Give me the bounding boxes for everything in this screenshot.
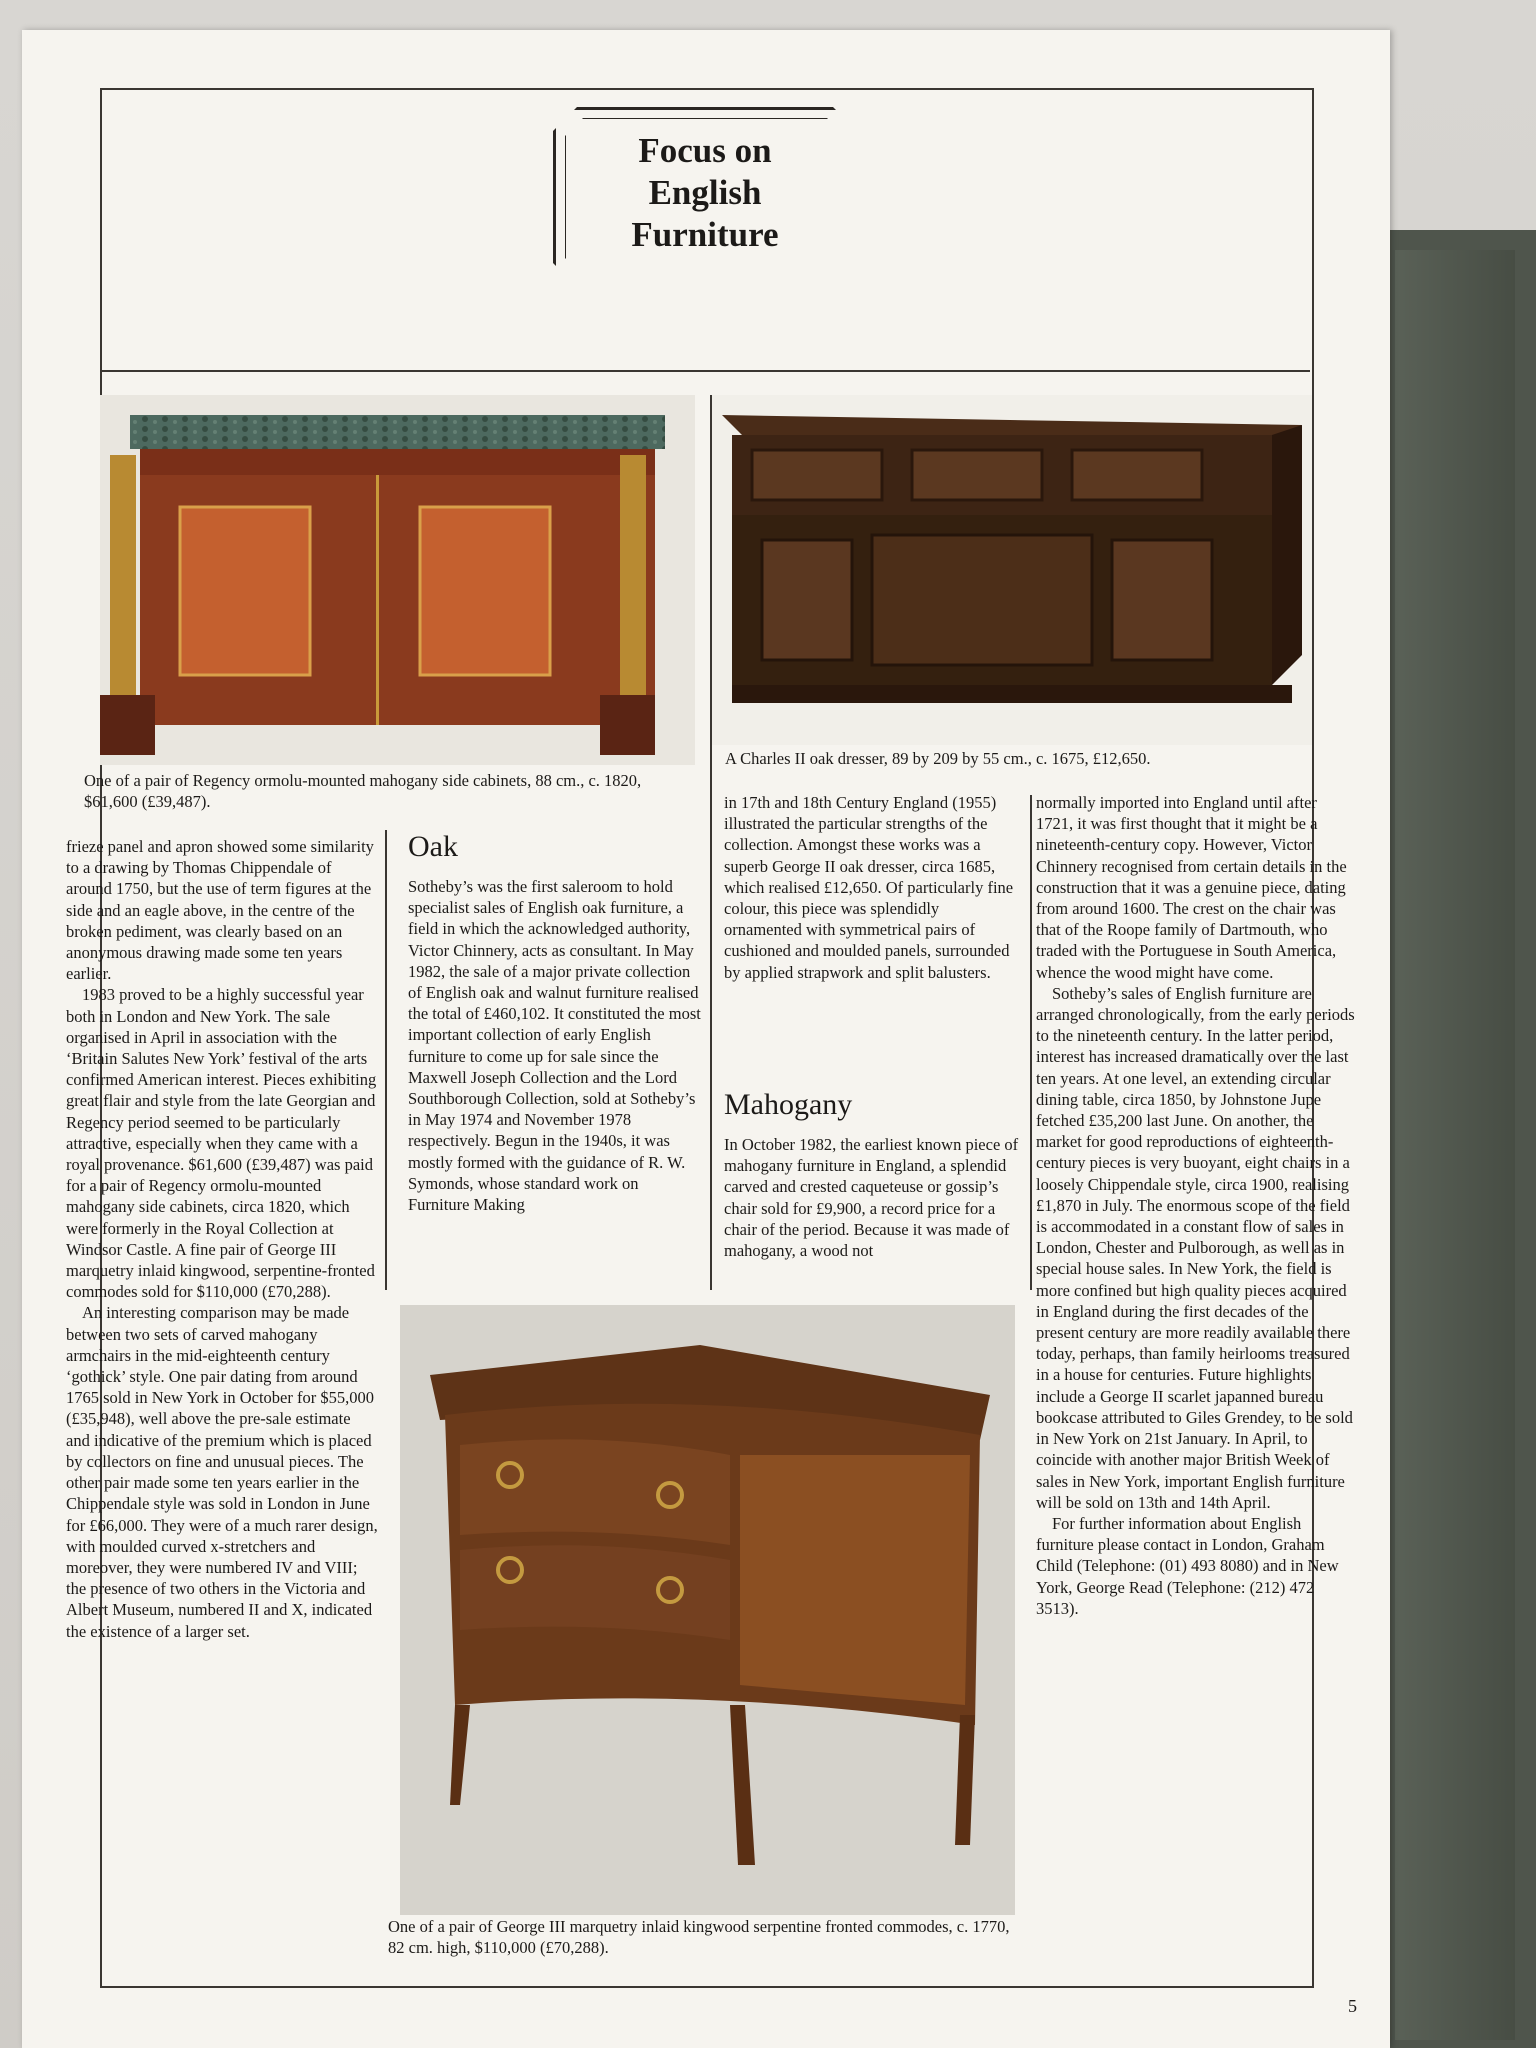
mahogany-text: In October 1982, the earliest known piece of mahogany furniture in England, a splendid carved and crested caqueteuse or gossip’s chair sold for £9,900, a record price for a chair of the period. Because it was made of mahogany, a wood not [724,1135,1019,1261]
oak-text: Sotheby’s was the first saleroom to hold specialist sales of English oak furniture, a field in which the acknowledged authority, Victor Chinnery, acts as consultant. In May 1982, the sale of a major private collection of English oak and walnut furniture realised the total of £460,102. It constituted the most important collection of early English furniture to come up for sale since the Maxwell Joseph Collection and the Lord Southborough Collection, sold at Sotheby’s in May 1974 and November 1978 respectively. Begun in the 1940s, it was mostly formed with the guidance of R. W. Symonds, whose standard work on Furniture Making [408,877,701,1215]
col4-paragraph-1: normally imported into England until after 1721, it was first thought that it might be a nineteenth-century copy. However, Victor Chinnery recognised from certain details in the construction that it was a genuine piece, dating from around 1600. The crest on the chair was that of the Roope family of Dartmouth, who traded with the Portuguese in South America, whence the wood might have come. [1036,793,1347,982]
dresser-photo [712,395,1312,745]
oak-heading: Oak [408,830,458,863]
column-4 [1036,792,1356,1619]
mahogany-heading: Mahogany [724,1088,853,1121]
column-rule-3 [1030,795,1032,1290]
cabinet-caption: One of a pair of Regency ormolu-mounted mahogany side cabinets, 88 cm., c. 1820, $61,600 (£39,487). [84,771,642,811]
dresser-caption: A Charles II oak dresser, 89 by 209 by 55 cm., c. 1675, £12,650. [725,749,1151,768]
title-rule [100,370,1310,372]
column-3: in 17th and 18th Century England (1955) illustrated the particular strengths of the collection. Amongst these works was a superb George II oak dresser, circa 1685, which realised £12,650. Of particularly fine colour, this piece was splendidly ornamented with symmetrical pairs of cushioned and moulded panels, surrounded by applied strapwork and split balusters. [724,793,1014,982]
book-cover-shade [1395,250,1515,2040]
col4-paragraph-3: For further information about English furniture please contact in London, Graham Child (Telephone: (01) 493 8080) and in New York, George Read (Telephone: (212) 472 3513). [1036,1513,1339,1618]
page-title [565,130,845,256]
col4-paragraph-2: Sotheby’s sales of English furniture are arranged chronologically, from the early periods to the nineteenth century. In the latter period, interest has increased dramatically over the last ten years. At one level, an extending circular dining table, circa 1850, by Johnstone Jupe fetched £35,200 last June. On another, the market for good reproductions of eighteenth-century pieces is very buoyant, eight chairs in a loosely Chippendale style, circa 1900, realising £1,870 in July. The enormous scope of the field is accommodated in a constant flow of sales in London, Chester and Pulborough, as well as in special house sales. In New York, the field is more confined but high quality pieces acquired in England during the first decades of the present century are more readily available there today, perhaps, than family heirlooms treasured in a house for centuries. Future highlights include a George II scarlet japanned bureau bookcase attributed to Giles Grendey, to be sold in New York on 21st January. In April, to coincide with another major British Week of sales in New York, important English furniture will be sold on 13th and 14th April. [1036,983,1355,1512]
page-number: 5 [1348,1996,1357,2016]
column-rule-1 [385,830,387,1290]
cabinet-photo [100,395,695,765]
column-1 [66,836,378,1642]
col1-paragraph-3: An interesting comparison may be made between two sets of carved mahogany armchairs in the mid-eighteenth century ‘gothick’ style. One pair dating from around 1765 sold in New York in October for $55,000 (£35,948), well above the pre-sale estimate and indicative of the premium which is placed by collectors on fine and unusual pieces. The other pair made some ten years earlier in the Chippendale style was sold in London in June for £66,000. They were of a much rarer design, with moulded curved x-stretchers and moreover, they were numbered IV and VIII; the presence of two others in the Victoria and Albert Museum, numbered II and X, indicated the existence of a larger set. [66,1303,378,1641]
col1-paragraph-1: frieze panel and apron showed some similarity to a drawing by Thomas Chippendale of around 1750, but the use of term figures at the side and an eagle above, in the centre of the broken pediment, was clearly based on an anonymous drawing made some ten years earlier. [66,837,374,984]
commode-caption: One of a pair of George III marquetry inlaid kingwood serpentine fronted commodes, c. 1770, 82 cm. high, $110,000 (£70,288). [388,1917,1010,1957]
commode-photo [400,1305,1015,1915]
title-line-3: Furniture [631,215,779,254]
column-rule-2 [710,395,712,1290]
col1-paragraph-2: 1983 proved to be a highly successful year both in London and New York. The sale organised in April in association with the ‘Britain Salutes New York’ festival of the arts confirmed American interest. Pieces exhibiting great flair and style from the late Georgian and Regency period seemed to be particularly attractive, especially when they came with a royal provenance. $61,600 (£39,487) was paid for a pair of Regency ormolu-mounted mahogany side cabinets, circa 1820, which were formerly in the Royal Collection at Windsor Castle. A fine pair of George III marquetry inlaid kingwood, serpentine-fronted commodes sold for $110,000 (£70,288). [66,985,377,1302]
title-line-1: Focus on [638,131,772,170]
title-line-2: English [648,173,762,212]
